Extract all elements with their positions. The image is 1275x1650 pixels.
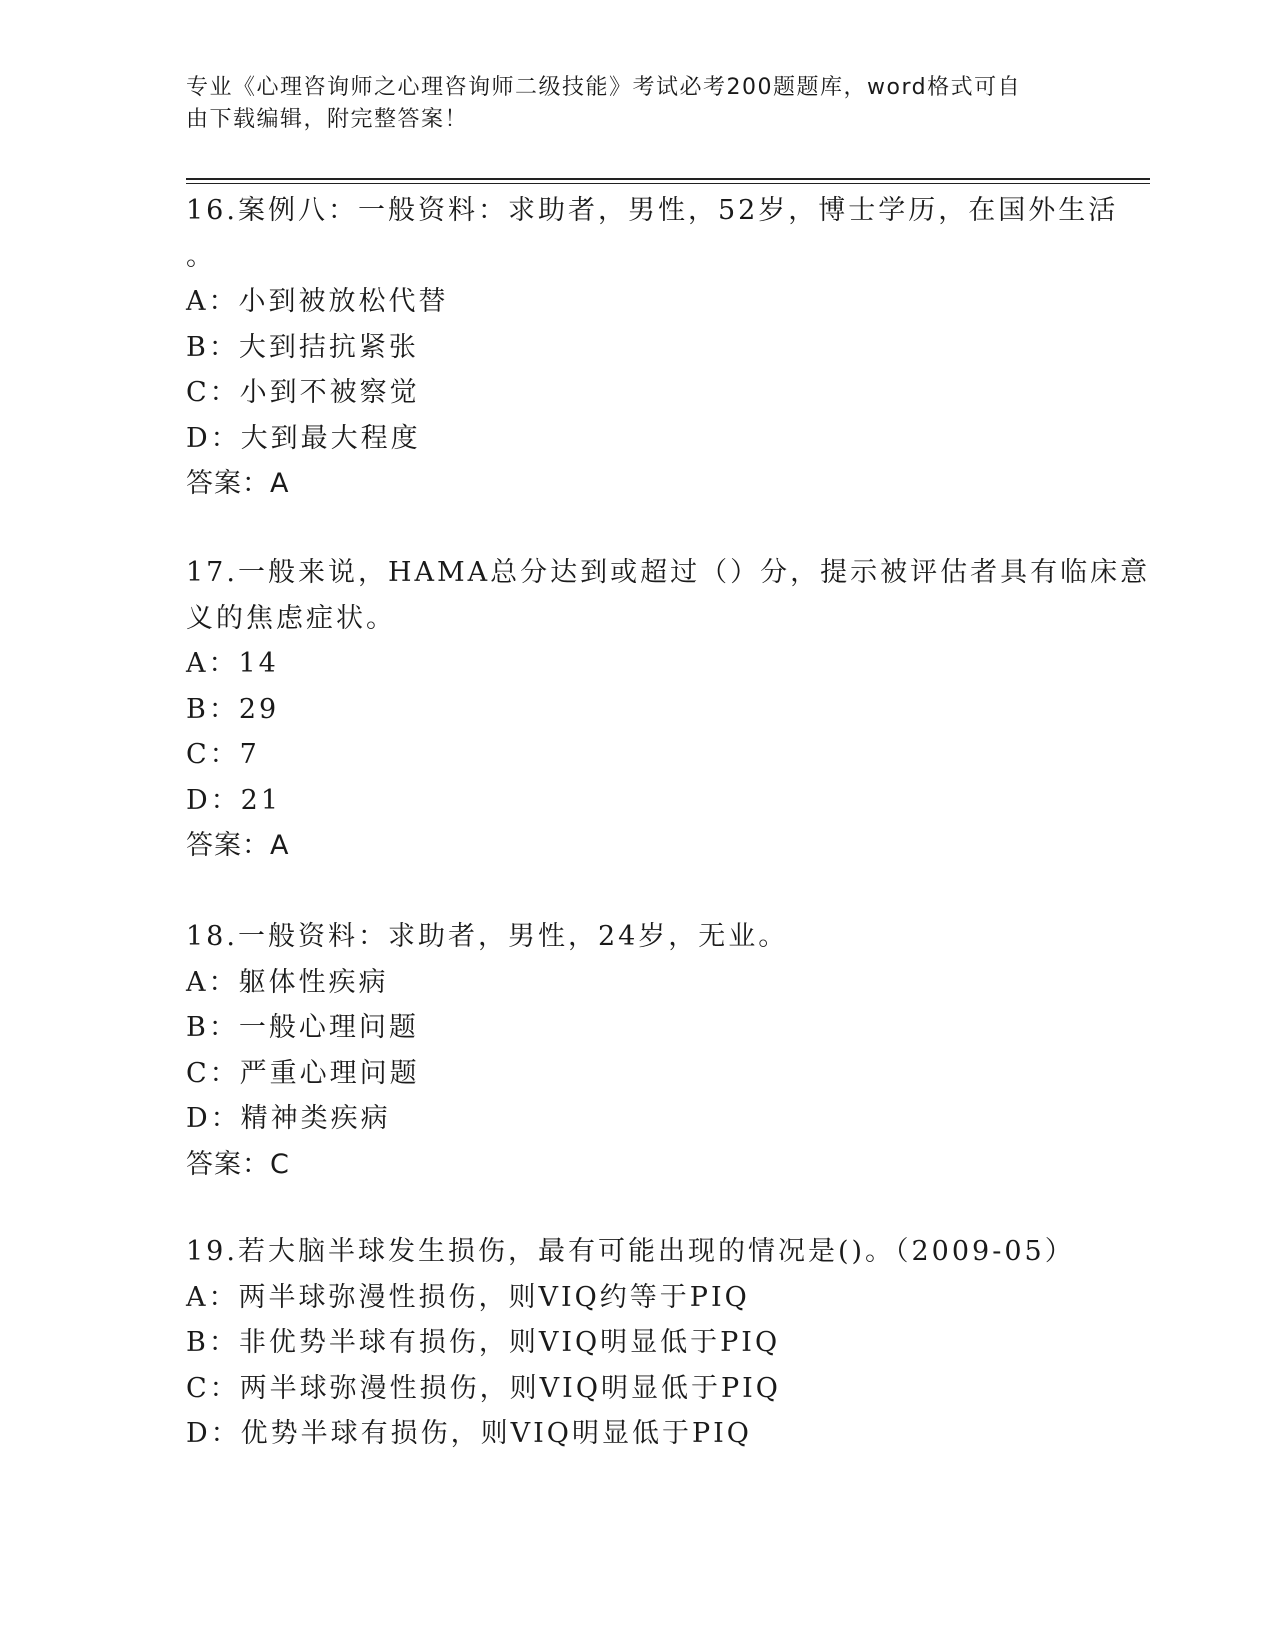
question-text: 义的焦虑症状。: [186, 602, 396, 634]
question-text: 。: [186, 240, 216, 272]
question-text: 16.案例八：一般资料：求助者，男性，52岁，博士学历，在国外生活: [186, 195, 1119, 226]
option-d: D：大到最大程度: [186, 422, 421, 454]
option-c: C：7: [186, 739, 260, 770]
question-18: [186, 914, 1086, 1187]
option-d: D：21: [186, 784, 282, 816]
answer: 答案：C: [186, 1148, 290, 1180]
answer: 答案：A: [186, 468, 290, 499]
option-c: C：两半球弥漫性损伤，则VIQ明显低于PIQ: [186, 1372, 781, 1404]
answer: 答案：A: [186, 830, 290, 861]
question-text: 19.若大脑半球发生损伤，最有可能出现的情况是()。（2009-05）: [186, 1236, 1075, 1267]
question-text: 18.一般资料：求助者，男性，24岁，无业。: [186, 921, 789, 952]
document-header: [186, 72, 1066, 136]
option-c: C：严重心理问题: [186, 1057, 420, 1089]
option-a: A：14: [186, 648, 279, 679]
question-text: 17.一般来说，HAMA总分达到或超过（）分，提示被评估者具有临床意: [186, 557, 1151, 588]
option-b: B：非优势半球有损伤，则VIQ明显低于PIQ: [186, 1327, 781, 1358]
option-a: A：小到被放松代替: [186, 286, 449, 317]
option-b: B：大到拮抗紧张: [186, 331, 419, 363]
header-line-2: 由下载编辑，附完整答案！: [186, 107, 469, 132]
option-d: D：精神类疾病: [186, 1103, 391, 1134]
header-divider: [186, 178, 1150, 180]
option-b: B：一般心理问题: [186, 1012, 419, 1043]
question-17: [186, 550, 1151, 869]
option-a: A：躯体性疾病: [186, 966, 389, 998]
question-16: [186, 188, 1119, 507]
header-line-1: 专业《心理咨询师之心理咨询师二级技能》考试必考200题题库，word格式可自: [186, 75, 1022, 100]
option-c: C：小到不被察觉: [186, 377, 420, 408]
option-b: B：29: [186, 693, 280, 725]
question-19: [186, 1229, 1086, 1457]
option-d: D：优势半球有损伤，则VIQ明显低于PIQ: [186, 1418, 752, 1449]
option-a: A：两半球弥漫性损伤，则VIQ约等于PIQ: [186, 1281, 750, 1313]
header-divider-thin: [186, 183, 1150, 184]
